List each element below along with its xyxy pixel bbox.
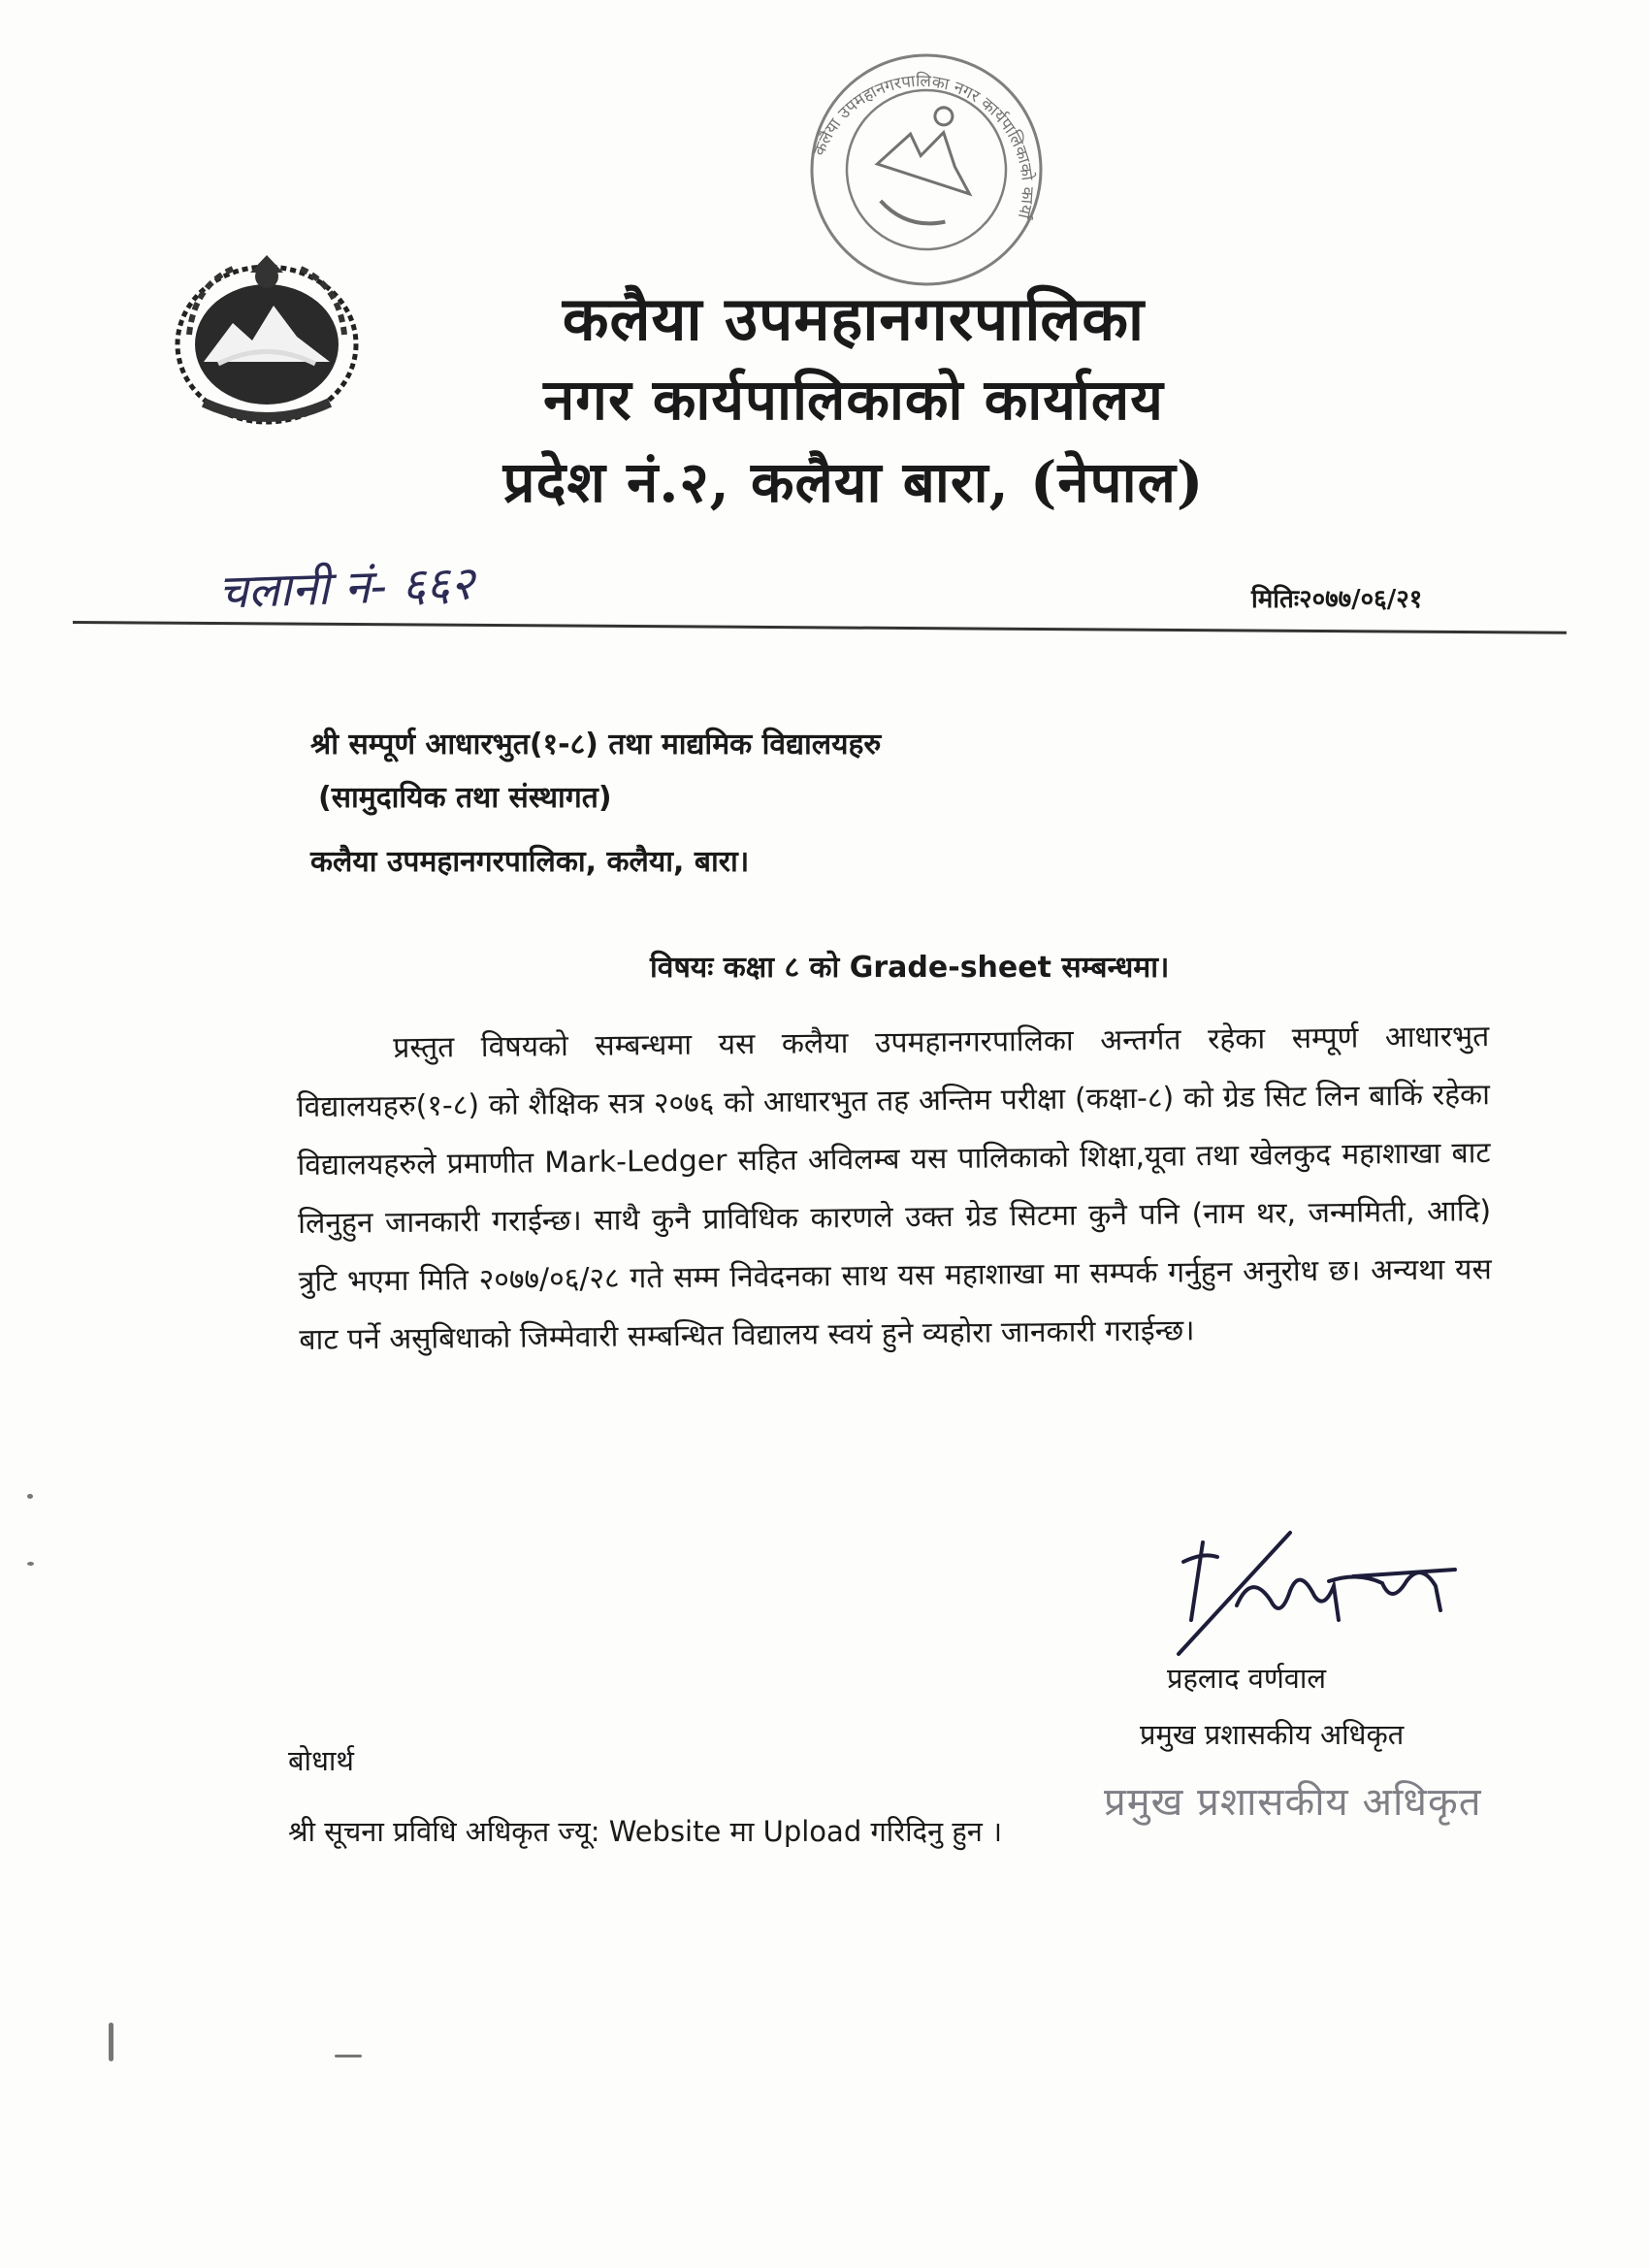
header-divider bbox=[73, 621, 1567, 634]
addressee-line-1: श्री सम्पूर्ण आधारभुत(१-८) तथा माद्यमिक विद्यालयहरु bbox=[310, 728, 882, 761]
letter-subject: विषयः कक्षा ८ को Grade-sheet सम्बन्धमा। bbox=[650, 951, 1170, 985]
letter-body: प्रस्तुत विषयको सम्बन्धमा यस कलैया उपमहानगरपालिका अन्तर्गत रहेका सम्पूर्ण आधारभुत विद्यालयहरु(१-८) को शैक्षिक सत्र २०७६ को आधारभुत तह अन्तिम परीक्षा (कक्षा-८) को ग्रेड सिट लिन बाकिं रहेका विद्यालयहरुले प्रमाणीत Mark-Ledger सहित अविलम्ब यस पालिकाको शिक्षा,यूवा तथा खेलकुद महाशाखा बाट लिनुहुन जानकारी गराईन्छ। साथै कुनै प्राविधिक कारणले उक्त ग्रेड सिटमा कुनै पनि (नाम थर, जन्ममिती, आदि) त्रुटि भएमा मिति २०७७/०६/२८ गते सम्म निवेदनका साथ यस महाशाखा मा सम्पर्क गर्नुहुन अनुरोध छ। अन्यथा यस बाट पर्ने असुबिधाको जिम्मेवारी सम्बन्धित विद्यालय स्वयं हुने व्यहोरा जानकारी गराईन्छ। bbox=[296, 1020, 1492, 1357]
cc-recipient-line: श्री सूचना प्रविधि अधिकृत ज्यू: Website मा Upload गरिदिनु हुन । bbox=[288, 1815, 1003, 1848]
designation-stamp: प्रमुख प्रशासकीय अधिकृत bbox=[1104, 1780, 1482, 1825]
office-subtitle-heading: नगर कार्यपालिकाको कार्यालय bbox=[543, 367, 1164, 433]
addressee-line-2: (सामुदायिक तथा संस्थागत) bbox=[318, 781, 612, 815]
letter-date: मितिः२०७७/०६/२१ bbox=[1251, 585, 1423, 614]
cc-label: बोधार्थ bbox=[288, 1744, 354, 1777]
signatory-title: प्रमुख प्रशासकीय अधिकृत bbox=[1140, 1718, 1405, 1751]
scan-speck bbox=[27, 1562, 34, 1566]
scan-speck bbox=[109, 2023, 113, 2061]
office-address-heading: प्रदेश नं.२, कलैया बारा, (नेपाल) bbox=[502, 449, 1205, 515]
seal-text: कलैया उपमहानगरपालिका नगर कार्यपालिकाको कार्यालय bbox=[809, 71, 1038, 221]
scan-speck bbox=[27, 1494, 33, 1499]
scan-speck bbox=[335, 2055, 362, 2057]
addressee-line-3: कलैया उपमहानगरपालिका, कलैया, बारा। bbox=[310, 845, 750, 879]
svg-text:कलैया उपमहानगरपालिका नगर कार्य bbox=[786, 44, 1067, 225]
office-name-heading: कलैया उपमहानगरपालिका bbox=[562, 283, 1146, 354]
office-seal-stamp bbox=[786, 44, 1067, 296]
signatory-name: प्रहलाद वर्णवाल bbox=[1167, 1662, 1327, 1695]
handwritten-signature bbox=[1145, 1513, 1465, 1659]
handwritten-dispatch-number: चलानी नं- ६६२ bbox=[217, 556, 475, 620]
